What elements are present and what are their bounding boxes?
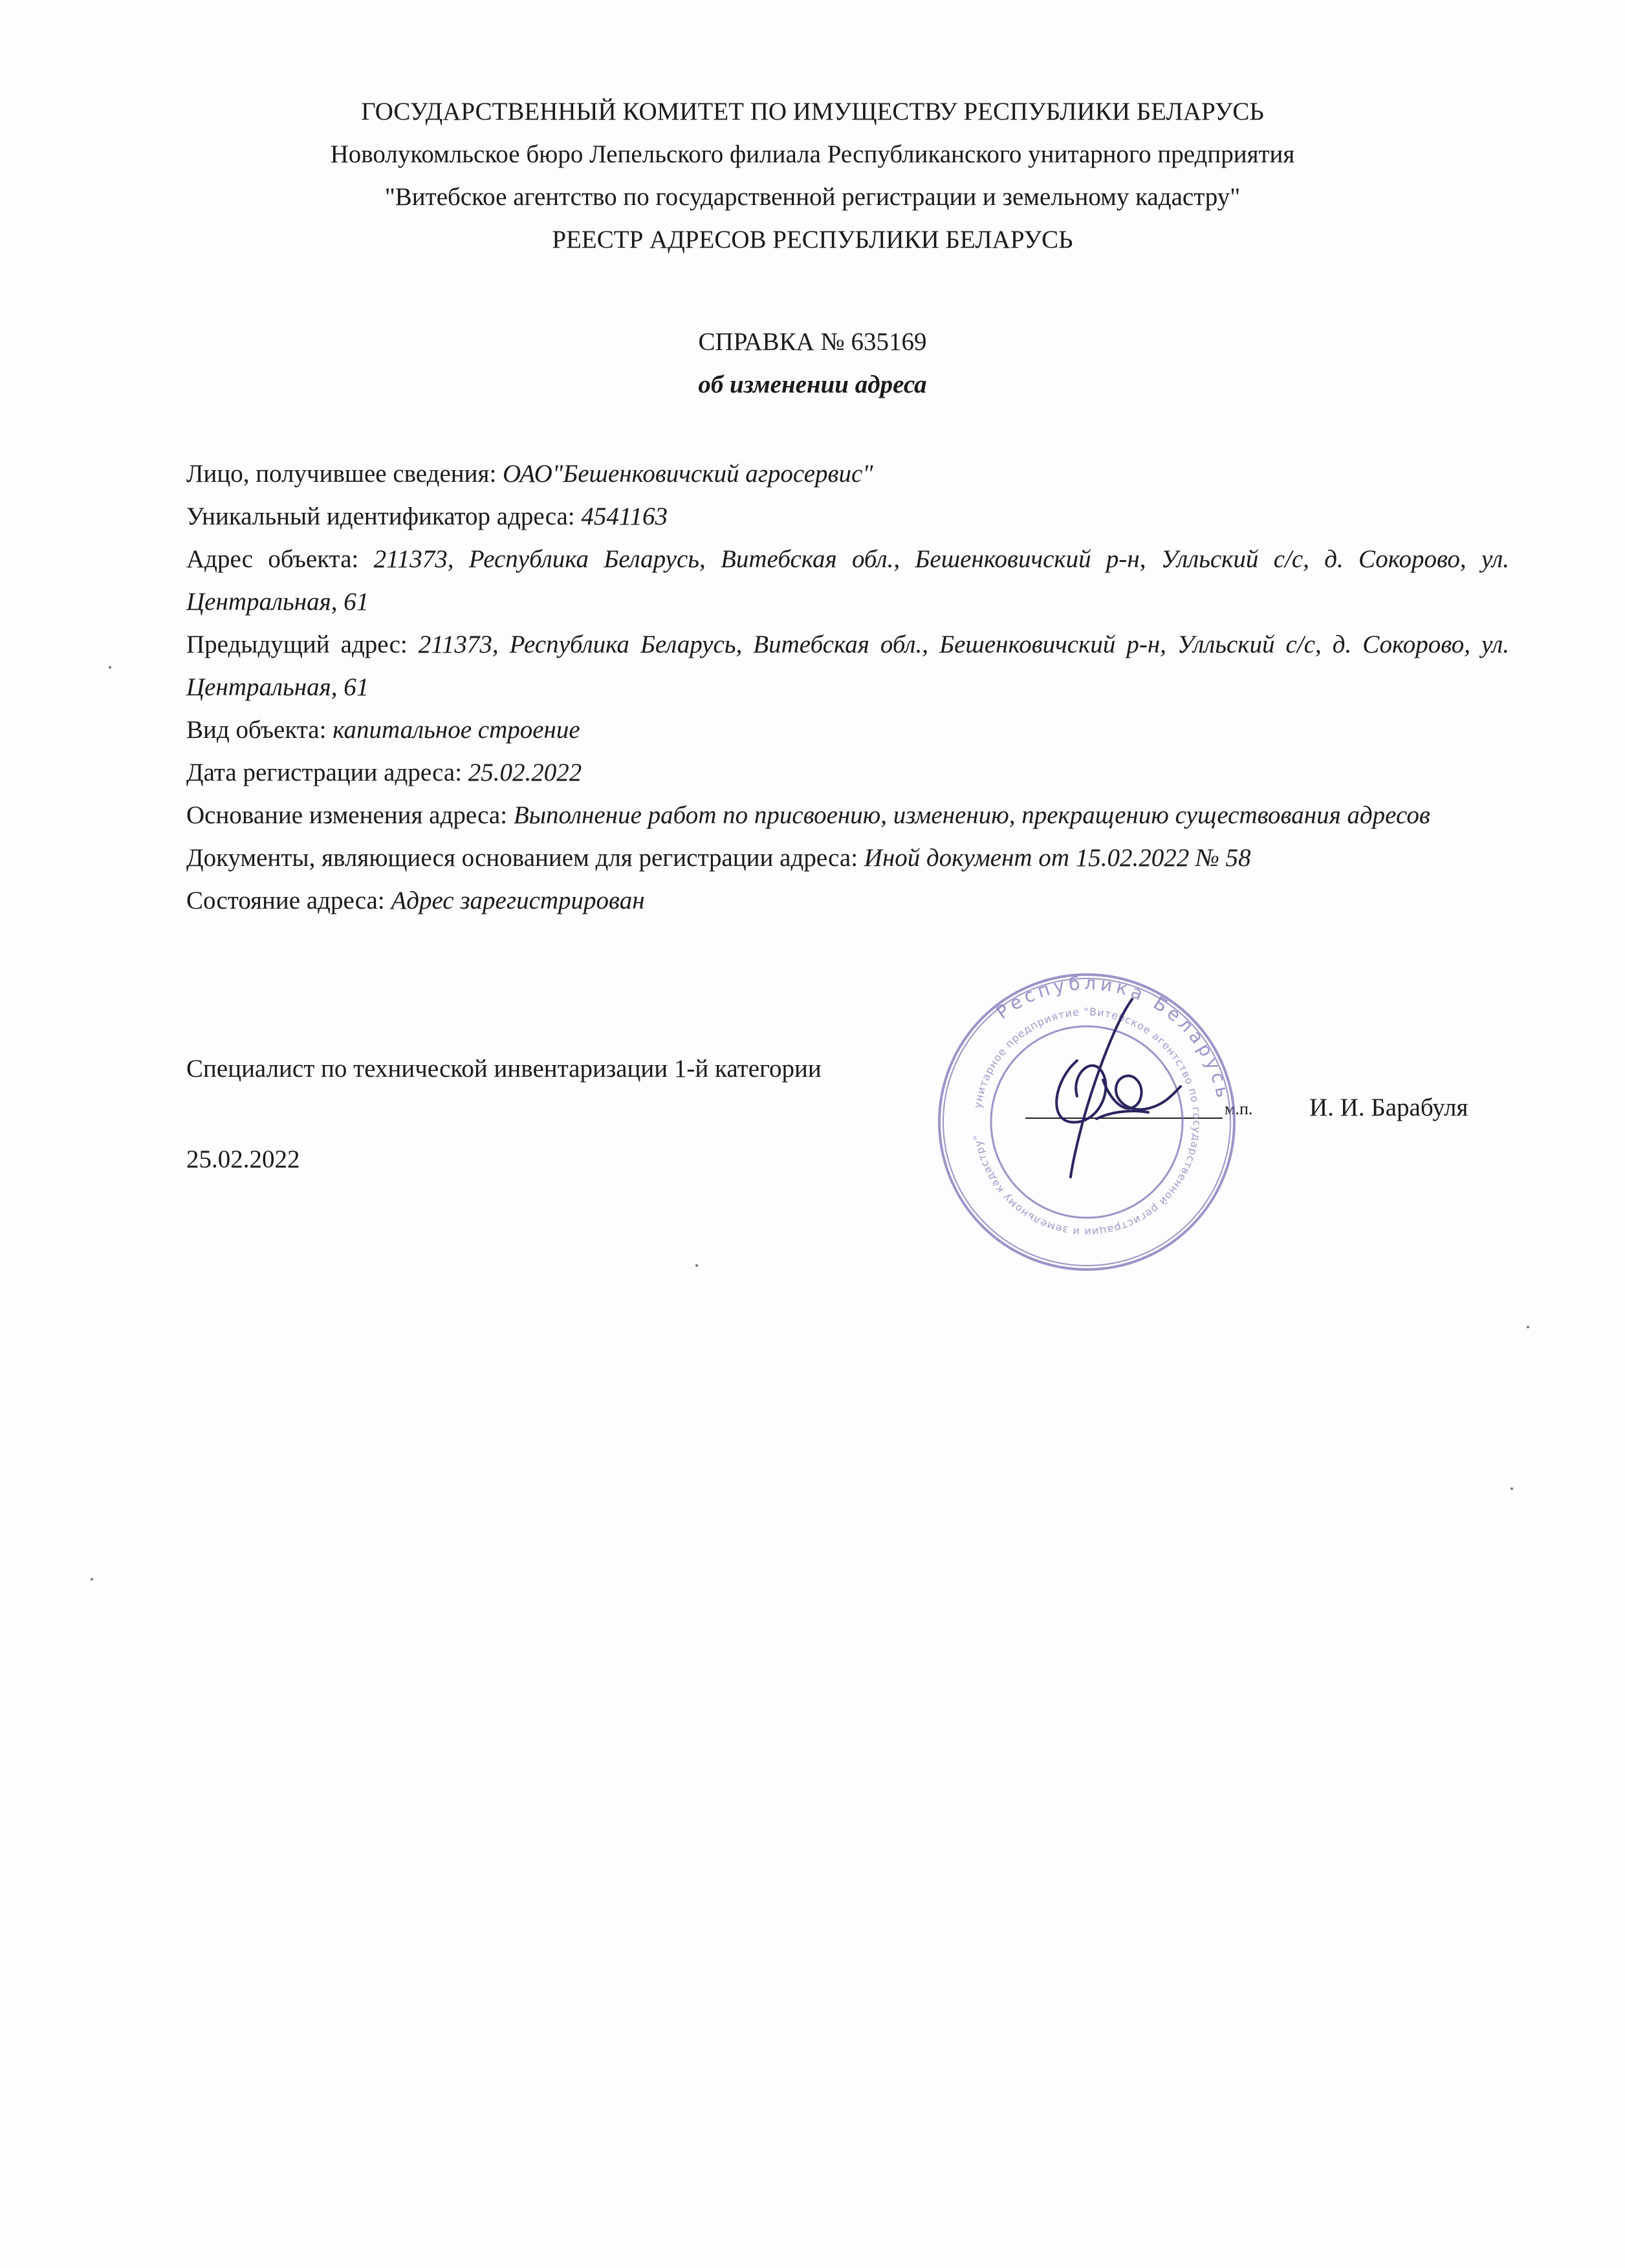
field-value: 25.02.2022 — [468, 759, 582, 786]
field-label: Состояние адреса: — [186, 887, 391, 914]
signer-name: И. И. Барабуля — [1309, 1094, 1468, 1121]
field-label: Документы, являющиеся основанием для регистрации адреса: — [186, 844, 864, 872]
field-address-status — [186, 880, 1509, 922]
field-label: Предыдущий адрес: — [186, 631, 419, 658]
field-value: 211373, Республика Беларусь, Витебская обл., Бешенковичский р-н, Улльский с/с, д. Сокорово, ул. Центральная, 61 — [186, 545, 1509, 616]
field-change-basis — [186, 794, 1509, 837]
field-value: капитальное строение — [333, 716, 580, 744]
field-label: Уникальный идентификатор адреса: — [186, 502, 582, 530]
issue-date: 25.02.2022 — [186, 1145, 300, 1173]
header-agency: "Витебское агентство по государственной регистрации и земельному кадастру" — [384, 183, 1241, 211]
field-previous-address — [186, 623, 1509, 709]
document-title-block — [0, 321, 1625, 406]
field-value: Иной документ от 15.02.2022 № 58 — [864, 844, 1251, 872]
field-value: Адрес зарегистрирован — [391, 887, 645, 914]
document-header — [0, 91, 1625, 261]
field-label: Вид объекта: — [186, 716, 333, 744]
field-label: Лицо, получившее сведения: — [186, 460, 503, 488]
document-subtitle: об изменении адреса — [698, 371, 927, 398]
field-object-type — [186, 709, 1509, 751]
scan-speck — [1510, 1487, 1513, 1490]
field-value: ОАО"Бешенковичский агросервис" — [503, 460, 873, 488]
field-address-id — [186, 495, 1509, 538]
field-value: Выполнение работ по присвоению, изменению, прекращению существования адресов — [513, 801, 1430, 829]
scan-speck — [1527, 1326, 1529, 1328]
field-recipient — [186, 453, 1509, 495]
header-bureau: Новолукомльское бюро Лепельского филиала Республиканского унитарного предприятия — [330, 140, 1295, 168]
field-value: 211373, Республика Беларусь, Витебская обл., Бешенковичский р-н, Улльский с/с, д. Сокорово, ул. Центральная, 61 — [186, 631, 1509, 701]
field-label: Адрес объекта: — [186, 545, 374, 573]
scan-speck — [695, 1264, 698, 1267]
document-title: СПРАВКА № 635169 — [698, 328, 927, 356]
stamp-inner-text: унитарное предприятие "Витебское агентство по государственной регистрации и земельному кадастру" — [971, 1005, 1204, 1239]
field-registration-date — [186, 751, 1509, 794]
field-list — [186, 453, 1509, 922]
field-label: Основание изменения адреса: — [186, 801, 514, 829]
field-object-address — [186, 538, 1509, 623]
scan-speck — [109, 666, 111, 669]
stamp-place-label: м.п. — [1225, 1099, 1253, 1118]
stamp-outer-text: Республика Беларусь — [992, 972, 1235, 1103]
field-value: 4541163 — [581, 502, 668, 530]
field-documents — [186, 837, 1509, 880]
field-label: Дата регистрации адреса: — [186, 759, 468, 786]
scan-speck — [91, 1578, 93, 1581]
header-registry: РЕЕСТР АДРЕСОВ РЕСПУБЛИКИ БЕЛАРУСЬ — [552, 226, 1073, 254]
handwritten-signature — [999, 983, 1213, 1190]
signer-position: Специалист по технической инвентаризации 1-й категории — [186, 1055, 822, 1083]
header-committee: ГОСУДАРСТВЕННЫЙ КОМИТЕТ ПО ИМУЩЕСТВУ РЕСПУБЛИКИ БЕЛАРУСЬ — [361, 98, 1264, 125]
